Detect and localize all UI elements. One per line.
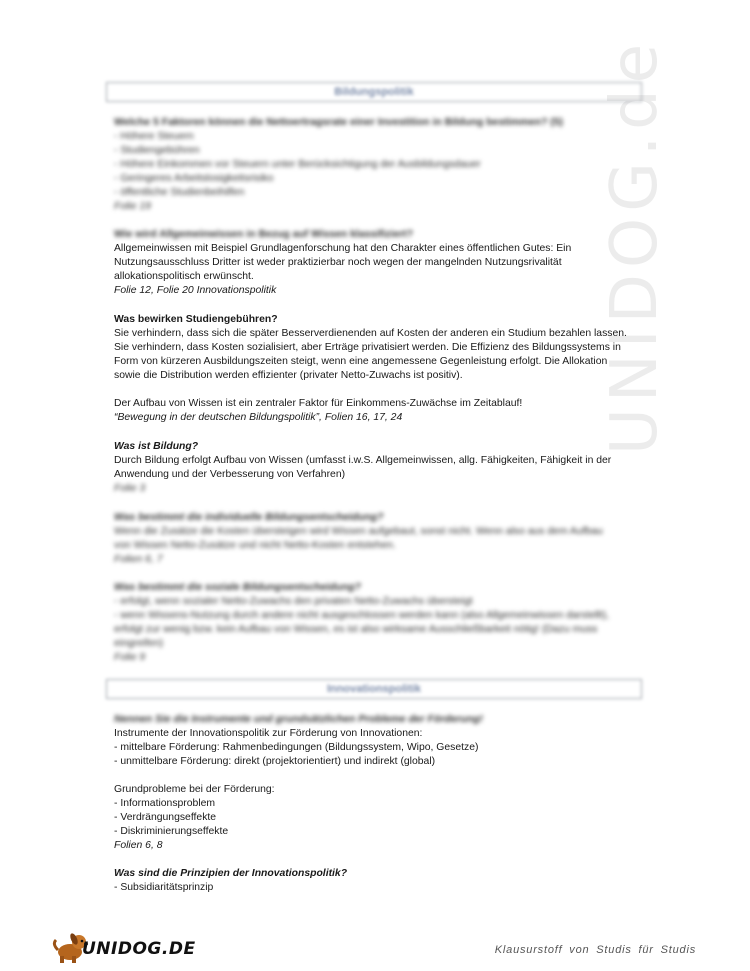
answer-line: Anwendung und der Verbesserung von Verfahren) [114,469,346,480]
slide-reference: Folie 19 [114,201,151,212]
logo-text: UNIDOG.DE [82,939,196,959]
answer-line: - Diskriminierungseffekte [114,826,229,837]
answer-line: Durch Bildung erfolgt Aufbau von Wissen (umfasst i.w.S. Allgemeinwissen, allg. Fähigkeiten, Fähigkeit in der [114,455,612,466]
question-block-studiengebuehren [114,313,634,425]
answer-line: Grundprobleme bei der Förderung: [114,784,275,795]
answer-line: erfolgt zur wenig bzw. kein Aufbau von Wissen, es ist also wirksame Ausschließbarkeit nötig! (Dazu muss [114,624,598,635]
answer-line: Wenn die Zusätze die Kosten übersteigen wird Wissen aufgebaut, sonst nicht. Wenn also aus dem Aufbau [114,526,603,537]
slide-reference: Folie 12, Folie 20 Innovationspolitik [114,285,277,296]
answer-line: - erfolgt, wenn sozialer Netto-Zuwachs den privaten Netto-Zuwachs übersteigt [114,596,473,607]
answer-line: von Wissen Netto-Zusätze und nicht Netto-Kosten entstehen. [114,540,396,551]
question-text: Wie wird Allgemeinwissen in Bezug auf Wissen klassifiziert? [114,229,414,240]
answer-line: - Informationsproblem [114,798,216,809]
question-text: Welche 5 Faktoren können die Nettoertragsrate einer Investition in Bildung bestimmen? (5) [114,117,563,128]
answer-line: - Verdrängungseffekte [114,812,217,823]
answer-line: - mittelbare Förderung: Rahmenbedingungen (Bildungssystem, Wipo, Gesetze) [114,742,479,753]
answer-line: - unmittelbare Förderung: direkt (projektorientiert) und indirekt (global) [114,756,436,767]
watermark: UNIDOG.de [598,37,672,455]
answer-line: Sie verhindern, dass Kosten sozialisiert, aber Erträge privatisiert werden. Die Effizienz des Bildungssystems in [114,342,621,353]
question-text: Was sind die Prinzipien der Innovationspolitik? [114,868,348,879]
answer-line: Instrumente der Innovationspolitik zur Förderung von Innovationen: [114,728,423,739]
slide-reference: Folie 3 [114,483,146,494]
answer-line: - Höhere Einkommen vor Steuern unter Berücksichtigung der Ausbildungsdauer [114,159,481,170]
answer-line: eingreifen) [114,638,164,649]
slide-reference: Folien 6, 7 [114,554,163,565]
answer-line: Allgemeinwissen mit Beispiel Grundlagenforschung hat den Charakter eines öffentlichen Gutes: Ein [114,243,572,254]
question-block-allgemeinwissen [114,228,634,298]
section-header-innovationspolitik: Innovationspolitik [106,679,642,699]
answer-line: - Geringeres Arbeitslosigkeitsrisiko [114,173,274,184]
footer-tagline: Klausurstoff von Studis für Studis [494,944,696,956]
question-block-bildung [114,440,634,496]
answer-line: allokationspolitisch erwünscht. [114,271,254,282]
answer-line: Nutzungsausschluss Dritter ist weder praktizierbar noch wegen der mangelnden Nutzungsrivalität [114,257,562,268]
unidog-logo [52,930,196,964]
question-text: Was ist Bildung? [114,441,199,452]
answer-line: - wenn Wissens-Nutzung durch andere nicht ausgeschlossen werden kann (also Allgemeinwissen darstellt), [114,610,609,621]
slide-reference: Folie 9 [114,652,146,663]
answer-line: - Höhere Steuern [114,131,194,142]
slide-reference: Folien 6, 8 [114,840,163,851]
answer-line: - Studiengebühren [114,145,200,156]
question-block-instrumente [114,713,634,853]
answer-line: Der Aufbau von Wissen ist ein zentraler Faktor für Einkommens-Zuwächse im Zeitablauf! [114,398,523,409]
blurred-question-block-2 [114,511,634,665]
blurred-question-block-1 [114,116,634,214]
answer-line: - Subsidiaritätsprinzip [114,882,214,893]
question-text: Was bewirken Studiengebühren? [114,314,278,325]
question-block-prinzipien [114,867,634,895]
question-text: Was bestimmt die soziale Bildungsentscheidung? [114,582,361,593]
section-header-bildungspolitik: Bildungspolitik [106,82,642,102]
question-text: Nennen Sie die Instrumente und grundsätzlichen Probleme der Förderung! [114,714,483,725]
answer-line: - öffentliche Studienbeihilfen [114,187,245,198]
answer-line: Sie verhindern, dass sich die später Besserverdienenden auf Kosten der anderen ein Studium bezahlen lassen. [114,328,627,339]
slide-reference: “Bewegung in der deutschen Bildungspolitik”, Folien 16, 17, 24 [114,412,403,423]
answer-line: sowie die Distribution werden effizienter (privater Netto-Zuwachs ist positiv). [114,370,463,381]
question-text: Was bestimmt die individuelle Bildungsentscheidung? [114,512,384,523]
answer-line: Form von kürzeren Ausbildungszeiten steigt, wenn eine angemessene Gegenleistung erfolgt. Die Allokation [114,356,608,367]
